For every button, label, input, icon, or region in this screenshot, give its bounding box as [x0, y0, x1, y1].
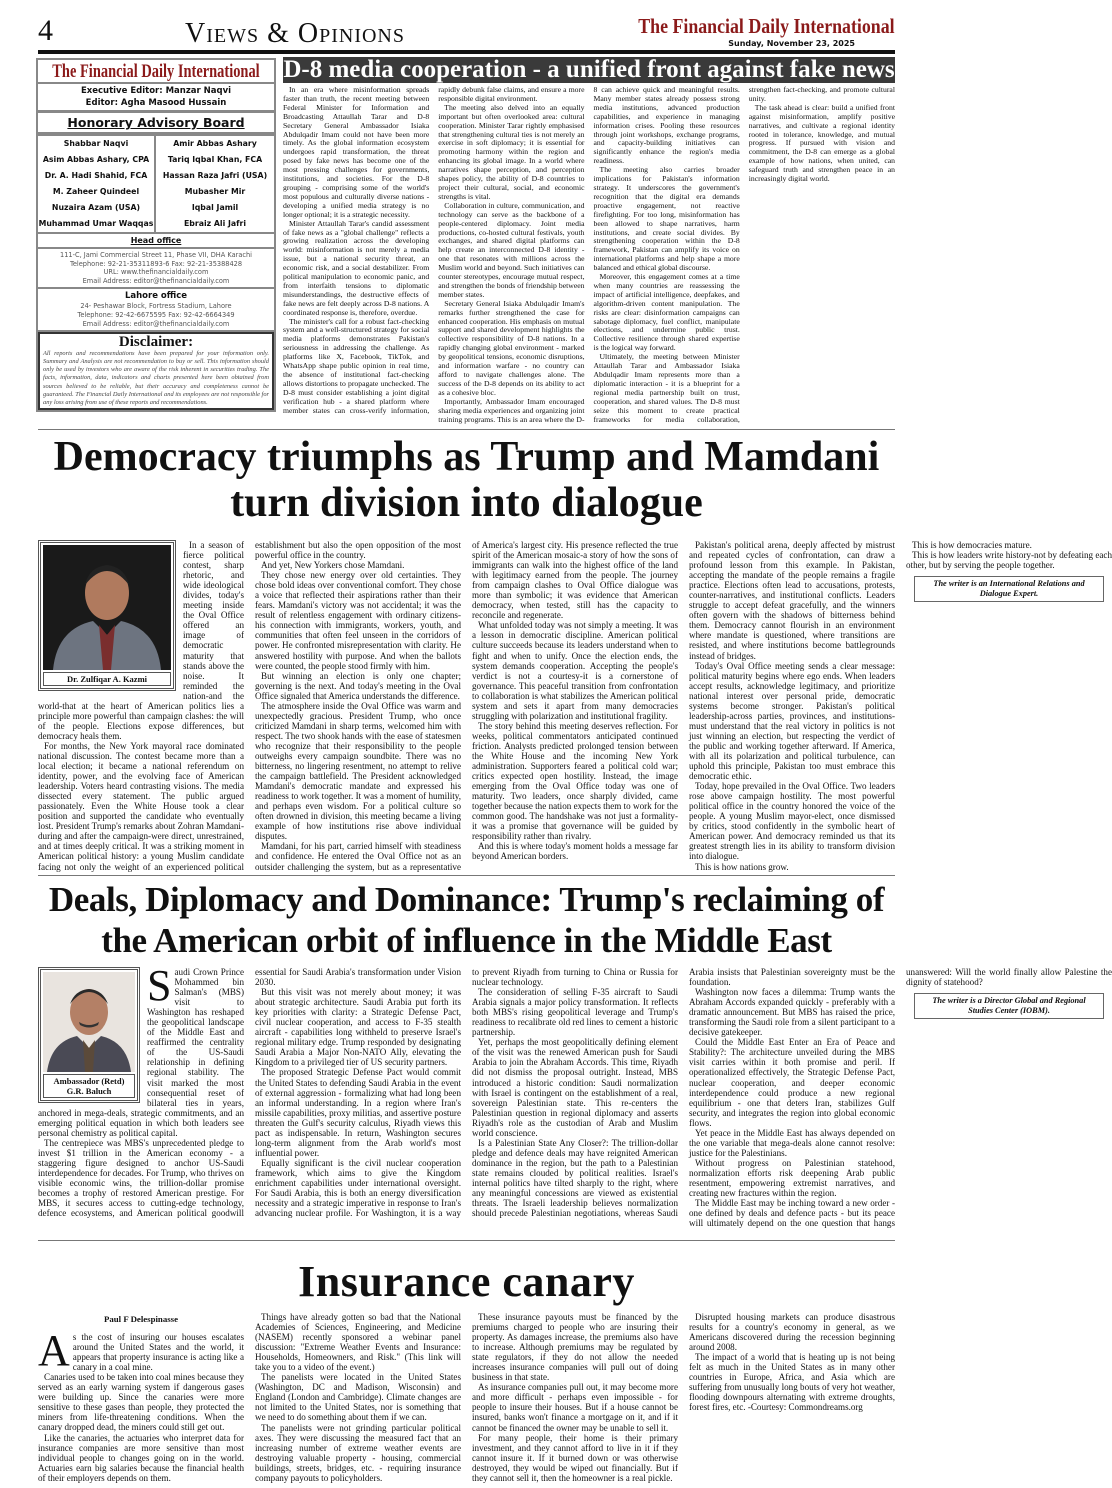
article-paragraph: For many people, their home is their primary investment, and they cannot afford to live in it if they cannot insure it. If it burned down or was otherwise destroyed, they would be wiped out financially. But if they cannot sell it, then the homeowner is a real pickle. — [472, 1432, 678, 1483]
article-paragraph: Washington now faces a dilemma: Trump wants the Abraham Accords expanded quickly - preferably with a dramatic announcement. But MBS has raised the price, transforming the Saudi role from a silent participant to a decisive gatekeeper. — [689, 987, 895, 1038]
author-name — [43, 1074, 135, 1098]
drop-cap: S — [147, 961, 172, 1010]
board-right-column — [156, 136, 274, 232]
editors — [38, 84, 274, 113]
democracy-headline: Democracy triumphs as Trump and Mamdani turn division into dialogue — [53, 434, 880, 526]
page-number: 4 — [38, 14, 53, 47]
address-line: Telephone: 92-21-35311893-6 Fax: 92-21-35388428 — [69, 259, 243, 268]
article-paragraph: Disrupted housing markets can produce disastrous results for a country's economy in general, as we Americans discovered during the recession beginning around 2008. — [689, 1312, 895, 1353]
insurance-headline: Insurance canary — [298, 1257, 635, 1306]
d8-headline: D-8 media cooperation - a unified front against fake news — [283, 56, 895, 83]
article-paragraph: Mamdani, for his part, carried himself with steadiness and confidence. He entered the Oval Office not as an outsider challenging the system, but as a representative of America's largest city. His presence reflected the true spirit of the American mosaic-a story of how the sons of immigrants can walk into the highest office of the land with legitimacy earned from the people. The journey from campaign clashes to Oval Office dialogue was more than symbolic; it was evidence that American democracy, when tested, still has the capacity to reconcile and regenerate. — [255, 540, 678, 872]
article-paragraph: Equally significant is the civil nuclear cooperation framework, which aims to give the Kingdom enrichment capabilities under international oversight. For Saudi Arabia, this is both an energy diversification necessity and a strategic imperative in response to Iran's advancing nuclear profile. For Washington, it is a way to prevent Riyadh from turning to China or Russia for nuclear technology. — [255, 967, 678, 1219]
author-name-text: G.R. Baluch — [66, 1086, 112, 1096]
article-paragraph: Yet peace in the Middle East has always depended on the one variable that mega-deals alone cannot resolve: justice for the Palestinians. — [689, 1127, 895, 1158]
board-member: Muhammad Umar Waqqas — [38, 219, 154, 228]
article-paragraph: Canaries used to be taken into coal mines because they served as an early warning system if dangerous gases were building up. Since the canaries were more sensitive to these gases than people, they protected the miners from life-threatening conditions. When the canary dropped dead, the miners could still get out. — [38, 1372, 244, 1433]
article-paragraph: But this visit was not merely about money; it was about strategic architecture. Saudi Arabia put forth its key priorities with clarity: a Strategic Defense Pact, civil nuclear cooperation, and access to F-35 stealth aircraft - capabilities long withheld to preserve Israel's regional military edge. Trump responded by designating Saudi Arabia a Major Non-NATO Ally, elevating the Kingdom to a privileged tier of US security partners. — [255, 987, 461, 1068]
article-paragraph: Like the canaries, the actuaries who interpret data for insurance companies are more sensitive than most individual people to changes going on in the world. Actuaries earn big salaries because the financial health of their employers depends on them. — [38, 1432, 244, 1483]
board-member: M. Zaheer Quindeel — [52, 187, 140, 196]
editorial-sidebar — [36, 58, 276, 412]
author-byline: Paul F Delespinasse — [104, 1314, 178, 1324]
d8-article-body — [283, 86, 895, 426]
author-photo — [38, 540, 176, 691]
disclaimer-box — [38, 332, 274, 410]
divider — [38, 1240, 895, 1241]
drop-cap: A — [38, 1326, 70, 1376]
disclaimer-text: All reports and recommendations have been prepared for your information only. Summary and Analysis are not recommendation to buy or sell. This information should only be used by investors who are aware of the risk inherent in securities trading. The facts, information, data, indicators and charts presented here been obtained from sources believed to be reliable, but their accuracy and completeness cannot be guaranteed. The Financial Daily International and its employees are not responsible for any loss arising from use of these reports and recommendations. — [43, 350, 270, 406]
article-paragraph: Moreover, this engagement comes at a time when many countries are reassessing the impact of artificial intelligence, deepfakes, and algorithm-driven content manipulation. The risks are clear: disinformation campaigns can sabotage diplomacy, fuel conflict, manipulate elections, and undermine public trust. Collective resilience through shared expertise is the logical way forward. — [593, 272, 740, 353]
article-paragraph: The centrepiece was MBS's unprecedented pledge to invest $1 trillion in the American economy - a staggering figure designed to anchor US-Saudi interdependence for decades. For Trump, who thrives on visible economic wins, the trillion-dollar promise becomes a trophy of restored American prestige. For MBS, it secures access to cutting-edge technology, defence ecosystems, and American political goodwill essential for Saudi Arabia's transformation under Vision 2030. — [38, 967, 461, 1219]
article-paragraph: But winning an election is only one chapter; governing is the next. And today's meeting in the Oval Office signaled that America understands the difference. — [255, 670, 461, 701]
divider — [38, 429, 895, 430]
advisory-board — [38, 136, 274, 234]
article-paragraph: Collaboration in culture, communication, and technology can serve as the backbone of a people-centered diplomacy. Joint media productions, co-hosted cultural festivals, youth exchanges, and shared digital platforms can help create an interconnected D-8 identity - one that resonates with millions across the Muslim world and beyond. Such initiatives can counter stereotypes, encourage mutual respect, and strengthen the bonds of friendship between member states. — [438, 200, 585, 299]
article-paragraph: These insurance payouts must be financed by the premiums charged to people who are insuring their property. As damages increase, the premiums also have to increase. Although premiums may be regulated by state regulators, if they do not allow the needed increases insurance companies will pull out of doing business in that state. — [472, 1312, 678, 1383]
masthead-name: The Financial Daily International — [638, 14, 895, 38]
disclaimer-title: Disclaimer: — [118, 334, 194, 351]
article-paragraph: The meeting also delved into an equally important but often overlooked area: cultural cooperation. Minister Tarar rightly emphasised that strengthening cultural ties is not merely an exercise in soft diplomacy; it is essential for promoting harmony within the region and enhancing its global image. In a world where narratives shape perception, and perception shapes policy, the ability of D-8 countries to project their cultural, social, and economic strengths is vital. — [438, 102, 585, 201]
article-paragraph: Could the Middle East Enter an Era of Peace and Stability?: The architecture unveiled during the MBS visit carries within it both promise and peril. If operationalized effectively, the Strategic Defense Pact, nuclear cooperation, and deeper economic interdependence could produce a new regional equilibrium - one that deters Iran, stabilizes Gulf security, and integrates the region into global economic flows. — [689, 1037, 895, 1128]
board-member: Asim Abbas Ashary, CPA — [42, 155, 150, 164]
insurance-article-body — [38, 1312, 895, 1488]
board-member: Dr. A. Hadi Shahid, FCA — [44, 171, 148, 180]
article-paragraph: Is a Palestinian State Any Closer?: The trillion-dollar pledge and defence deals may have reignited American dominance in the region, but the path to a Palestinian state remains clouded by political realities. Israel's internal politics have tilted sharply to the right, where any meaningful concessions are viewed as existential threats. The Israeli leadership believes normalization should precede Palestinian negotiations, whereas Saudi Arabia insists that Palestinian sovereignty must be the foundation. — [472, 967, 895, 1219]
article-paragraph: Today, hope prevailed in the Oval Office. Two leaders rose above campaign hostility. The most powerful political office in the country honored the voice of the people. A young Muslim mayor-elect, once dismissed by critics, stood confidently in the symbolic heart of American power. And democracy reminded us that its greatest strength lies in its ability to transform division into dialogue. — [689, 781, 895, 862]
author-name: Dr. Zulfiqar A. Kazmi — [43, 672, 171, 686]
article-paragraph: The atmosphere inside the Oval Office was warm and unexpectedly gracious. President Trump, who once criticized Mamdani in sharp terms, welcomed him with respect. The two shook hands with the ease of statesmen who recognize that their responsibility to the people outweighs every campaign soundbite. There was no bitterness, no lingering resentment, no attempt to relive the campaign battlefield. The President acknowledged Mamdani's democratic mandate and expressed his readiness to work together. It was a moment of humility, and perhaps even wisdom. For a political culture so often drowned in division, this meeting became a living example of how institutions rise above individual disputes. — [255, 700, 461, 842]
author-portrait-image — [43, 972, 135, 1072]
divider — [38, 875, 895, 876]
board-member: Nuzaira Azam (USA) — [51, 203, 141, 212]
article-paragraph: And this is where today's moment holds a message far beyond American borders. — [472, 841, 678, 862]
paragraph-text: s the cost of insuring our houses escalates around the United States and the world, it appears that property insurance is acting like a canary in a coal mine. — [72, 1332, 244, 1373]
board-member: Iqbal Jamil — [191, 203, 239, 212]
democracy-article-body — [38, 540, 1112, 872]
article-paragraph: In an era where misinformation spreads faster than truth, the recent meeting between Federal Minister for Information and Broadcasting Attaullah Tarar and D-8 Secretary General Ambassador Isiaka Abdulqadir Imam could not have been more timely. As the global information ecosystem undergoes rapid transformation, the threat posed by fake news has become one of the most pressing challenges for governments, institutions, and societies. For the D-8 grouping - comprising some of the world's most populous and culturally diverse nations - developing a unified media strategy is no longer optional; it is a strategic necessity. — [283, 85, 430, 219]
article-paragraph: Secretary General Isiaka Abdulqadir Imam's remarks further strengthened the case for enhanced cooperation. His emphasis on mutual support and shared development highlights the collective responsibility of D-8 nations. In a rapidly changing global environment - marked by geopolitical tensions, economic disruptions, and information warfare - no country can afford to navigate challenges alone. The success of the D-8 depends on its ability to act as a cohesive bloc. — [438, 298, 585, 397]
article-paragraph: This is how democracies mature. — [912, 540, 1032, 550]
deals-article-body — [38, 961, 1112, 1236]
author-title: Ambassador (Retd) — [53, 1076, 125, 1086]
board-member: Hassan Raza Jafri (USA) — [162, 171, 268, 180]
article-paragraph: The minister's call for a robust fact-checking system and a well-structured strategy for social media platforms demonstrates Pakistan's seriousness in addressing the challenge. As platforms like X, Facebook, TikTok, and WhatsApp shape public opinion in real time, the absence of institutional fact-checking allows distortions to propagate unchecked. The D-8 must consider establishing a joint digital verification hub - a shared platform where member states can cross-verify information, rapidly debunk false claims, and ensure a more responsible digital environment. — [283, 85, 585, 415]
lahore-office-title: Lahore office — [124, 291, 188, 302]
board-member: Ebraiz Ali Jafri — [183, 219, 247, 228]
article-paragraph: Importantly, Ambassador Imam encouraged sharing media experiences and organizing joint training programs. This is an area where the D-8 can achieve quick and meaningful results. Many member states already possess strong media institutions, advanced production capabilities, and experience in managing information crises. Pooling these resources through joint workshops, exchange programs, and capacity-building initiatives can significantly enhance the region's media readiness. — [438, 85, 740, 424]
address-line: 111-C, Jami Commercial Street 11, Phase VII, DHA Karachi — [60, 251, 252, 259]
article-paragraph: Today's Oval Office meeting sends a clear message: political maturity begins where ego ends. When leaders accept results, acknowledge legitimacy, and prioritize national interest over personal pride, democratic systems become stronger. Pakistan's political leadership-across parties, provinces, and institutions-must understand that the real victory in politics is not just winning an election, but respecting the verdict of the public and working together afterward. If America, with all its polarization and political turbulence, can uphold this principle, Pakistan too must embrace this democratic ethic. — [689, 660, 895, 782]
address-line: 24- Peshawar Block, Fortress Stadium, Lahore — [80, 302, 232, 311]
author-note: The writer is an International Relations and Dialogue Expert. — [914, 576, 1104, 602]
article-paragraph: This is how leaders write history-not by defeating each other, but by serving the people together. — [906, 550, 1112, 571]
board-member: Shabbar Naqvi — [63, 139, 129, 148]
sidebar-brand: The Financial Daily International — [52, 61, 260, 82]
article-paragraph: Without progress on Palestinian statehood, normalization efforts risk deepening Arab public resentment, empowering extremist narratives, and creating new fractures within the region. — [689, 1157, 895, 1199]
masthead — [593, 14, 895, 48]
deals-headline: Deals, Diplomacy and Dominance: Trump's reclaiming of the American orbit of influence in the Middle East — [48, 880, 885, 960]
article-paragraph: As insurance companies pull out, it may become more and more difficult - perhaps even impossible - for people to insure their houses. But if a house cannot be insured, banks won't finance a mortgage on it, and if it cannot be financed the owner may be unable to sell it. — [472, 1382, 678, 1433]
article-paragraph — [38, 1326, 244, 1376]
article-paragraph: The Middle East may be inching toward a new order - one defined by deals and defence pacts - but its peace will ultimately depend on the one question that hangs unanswered: Will the world finally allow Palestine the dignity of statehood? — [689, 967, 1112, 1229]
article-paragraph: What unfolded today was not simply a meeting. It was a lesson in democratic discipline. American political culture succeeds because its leaders understand when to fight and when to unify. Once the election ends, the system demands cooperation. Accepting the people's verdict is not a courtesy-it is a cornerstone of governance. This peaceful transition from confrontation to collaboration is what stabilizes the American political system and sets it apart from many democracies struggling with polarization and institutional fragility. — [472, 620, 678, 721]
article-paragraph: Ultimately, the meeting between Minister Attaullah Tarar and Ambassador Isiaka Abdulqadir Imam represents more than a diplomatic interaction - it is a blueprint for a regional media partnership built on trust, cooperation, and shared values. The D-8 must seize this moment to create practical frameworks for media collaboration, strengthen fact-checking, and promote cultural unity. — [593, 85, 895, 424]
article-paragraph: They chose new energy over old certainties. They chose bold ideas over conventional comfort. They chose a voice that reflected their aspirations rather than their fears. Mamdani's victory was not accidental; it was the result of relentless engagement with ordinary citizens-his connection with immigrants, workers, youth, and communities that often feel unseen in the corridors of power. He confronted misrepresentation with clarity. He answered hostility with purpose. And when the ballots were counted, the people stood firmly with him. — [255, 570, 461, 671]
lahore-office-address — [38, 302, 274, 328]
paragraph-text: audi Crown Prince Mohammed bin Salman's (MBS) visit to Washington has reshaped the geopolitical landscape of the Middle East and reaffirmed the centrality of the US-Saudi relationship in defining regional stability. The visit marked the most consequential reset of bilateral ties in years, anchored in mega-deals, strategic commitments, and an emerging political equation in which both leaders see personal chemistry as political capital. — [38, 967, 244, 1138]
address-line: Email Address: editor@thefinancialdaily.com — [82, 319, 230, 328]
editor: Editor: Agha Masood Hussain — [85, 98, 227, 108]
address-line: Telephone: 92-42-6675595 Fax: 92-42-6664349 — [77, 310, 235, 319]
article-paragraph: In a season of fierce political contest, sharp rhetoric, and wide ideological divides, today's meeting inside the Oval Office offered an image of democratic maturity that stands above the noise. It reminded the nation-and the world-that at the heart of American politics lies a principle more powerful than campaign clashes: the will of the people. Elections expose differences, but democracy heals them. — [38, 540, 244, 741]
sidebar-brand-box — [38, 60, 274, 84]
author-photo — [38, 967, 140, 1103]
article-paragraph: The panelists were not grinding particular political axes. They were discussing the measured fact that an increasing number of extreme weather events are destroying valuable property - housing, commercial buildings, streets, bridges, etc. - requiring insurance company payouts to policyholders. — [255, 1422, 461, 1483]
article-paragraph: Things have already gotten so bad that the National Academies of Sciences, Engineering, and Medicine (NASEM) recently sponsored a webinar panel discussion: "Extreme Weather Events and Insurance: Households, Homeowners, and Risk." (This link will take you to a video of the event.) — [255, 1312, 461, 1373]
article-paragraph: And yet, New Yorkers chose Mamdani. — [261, 560, 405, 571]
head-office-address — [38, 249, 274, 289]
author-portrait-image — [43, 545, 171, 670]
article-paragraph: The story behind this meeting deserves reflection. For weeks, political commentators anticipated continued friction. Analysts predicted prolonged tension between the White House and the incoming New York administration. Supporters feared a political cold war; critics expected open hostility. Instead, the image emerging from the Oval Office today was one of maturity. Two leaders, once sharply divided, came together because the nation expects them to work for the common good. The handshake was not just a formality-it was a promise that governance will be guided by responsibility rather than rivalry. — [472, 720, 678, 842]
lahore-office — [38, 289, 274, 332]
article-paragraph: For months, the New York mayoral race dominated national discussion. The contest became more than a local election; it became a national referendum on identity, power, and the evolving face of American leadership. Voters heard contrasting visions. The media dissected every statement. The public argued passionately. Even the White House took a clear position and supported the candidate who eventually lost. President Trump's remarks about Zohran Mamdani-during and after the campaign-were direct, unrestrained, and at times deeply critical. It was a striking moment in American political history: a young Muslim candidate facing not only the weight of an experienced political establishment but also the open opposition of the most powerful office in the country. — [38, 540, 461, 872]
board-member: Mubasher Mir — [184, 187, 246, 196]
article-paragraph: The consideration of selling F-35 aircraft to Saudi Arabia signals a major policy transformation. It reflects both MBS's rising geopolitical leverage and Trump's readiness to recalibrate old red lines to cement a historic partnership. — [472, 987, 678, 1038]
advisory-board-title: Honorary Advisory Board — [38, 113, 274, 136]
head-office-title: Head office — [38, 234, 274, 249]
article-paragraph: The impact of a world that is heating up is not being felt as much in the United States as in many other countries in Europe, Africa, and Asia which are suffering from unusually long bouts of very hot weather, flooding downpours alternating with extreme droughts, forest fires, etc. -Courtesy: Commondreams.org — [689, 1352, 895, 1413]
board-left-column — [38, 136, 156, 232]
article-paragraph: The meeting also carries broader implications for Pakistan's information strategy. It underscores the government's recognition that the digital era demands proactive engagement, not reactive firefighting. For too long, misinformation has been allowed to shape narratives, harm institutions, and create social divides. By strengthening cooperation within the D-8 framework, Pakistan can amplify its voice on international platforms and help shape a more balanced and ethical global discourse. — [593, 165, 740, 273]
article-paragraph: Minister Attaullah Tarar's candid assessment of fake news as a "global challenge" reflects a growing realization across the developing world: misinformation is not merely a media issue, but a national security threat, an economic risk, and a social destabilizer. From political manipulation to economic panic, and from interfaith tensions to diplomatic misunderstandings, the destructive effects of fake news are felt deeply across D-8 nations. A coordinated response is, therefore, overdue. — [283, 218, 430, 317]
top-rule — [38, 50, 895, 54]
address-line: URL: www.thefinancialdaily.com — [103, 268, 209, 277]
article-paragraph: This is how nations grow. — [695, 861, 789, 872]
executive-editor: Executive Editor: Manzar Naqvi — [80, 86, 232, 96]
article-paragraph: The panelists were located in the United States (Washington, DC and Madison, Wisconsin) and England (London and Cambridge). Climate changes are not limited to the United States, nor is something that we need to do something about them if we can. — [255, 1372, 461, 1423]
article-paragraph: The proposed Strategic Defense Pact would commit the United States to defending Saudi Arabia in the event of external aggression - formalizing what had long been an informal understanding. In a region where Iran's missile capabilities, proxy militias, and assertive posture threaten the Gulf's security calculus, Riyadh views this pact as indispensable. In return, Washington secures long-term alignment from the Arab world's most influential power. — [255, 1067, 461, 1158]
article-paragraph: The task ahead is clear: build a unified front against misinformation, amplify positive narratives, and cultivate a regional identity rooted in tolerance, knowledge, and mutual progress. If pursued with vision and commitment, the D-8 can emerge as a global example of how nations, when united, can safeguard truth and strengthen peace in an increasingly digital world. — [748, 102, 895, 184]
board-member: Tariq Iqbal Khan, FCA — [167, 155, 263, 164]
article-paragraph: Yet, perhaps the most geopolitically defining element of the visit was the renewed American push for Saudi Arabia to join the Abraham Accords. This time, Riyadh did not dismiss the proposal outright. Instead, MBS introduced a historic condition: Saudi normalization with Israel is contingent on the establishment of a real, sovereign Palestinian state. This re-centers the Palestinian question in regional diplomacy and asserts Riyadh's role as the custodian of Arab and Muslim world conscience. — [472, 1037, 678, 1138]
author-note: The writer is a Director Global and Regional Studies Center (IOBM). — [914, 993, 1104, 1019]
address-line: Email Address: editor@thefinancialdaily.com — [82, 276, 230, 285]
section-title: Views & Opinions — [185, 18, 405, 49]
article-paragraph: Pakistan's political arena, deeply affected by mistrust and repeated cycles of confrontation, can draw a profound lesson from this example. In Pakistan, accepting the mandate of the people remains a fragile practice. Elections often lead to accusations, protests, counter-narratives, and institutional conflicts. Leaders struggle to accept defeat gracefully, and the winners often govern with the shadows of bitterness behind them. Democracy cannot flourish in an environment where mandate is questioned, where transitions are resisted, and where institutions become battlegrounds instead of bridges. — [689, 540, 895, 661]
board-member: Amir Abbas Ashary — [173, 139, 257, 148]
issue-date: Sunday, November 23, 2025 — [728, 39, 855, 48]
